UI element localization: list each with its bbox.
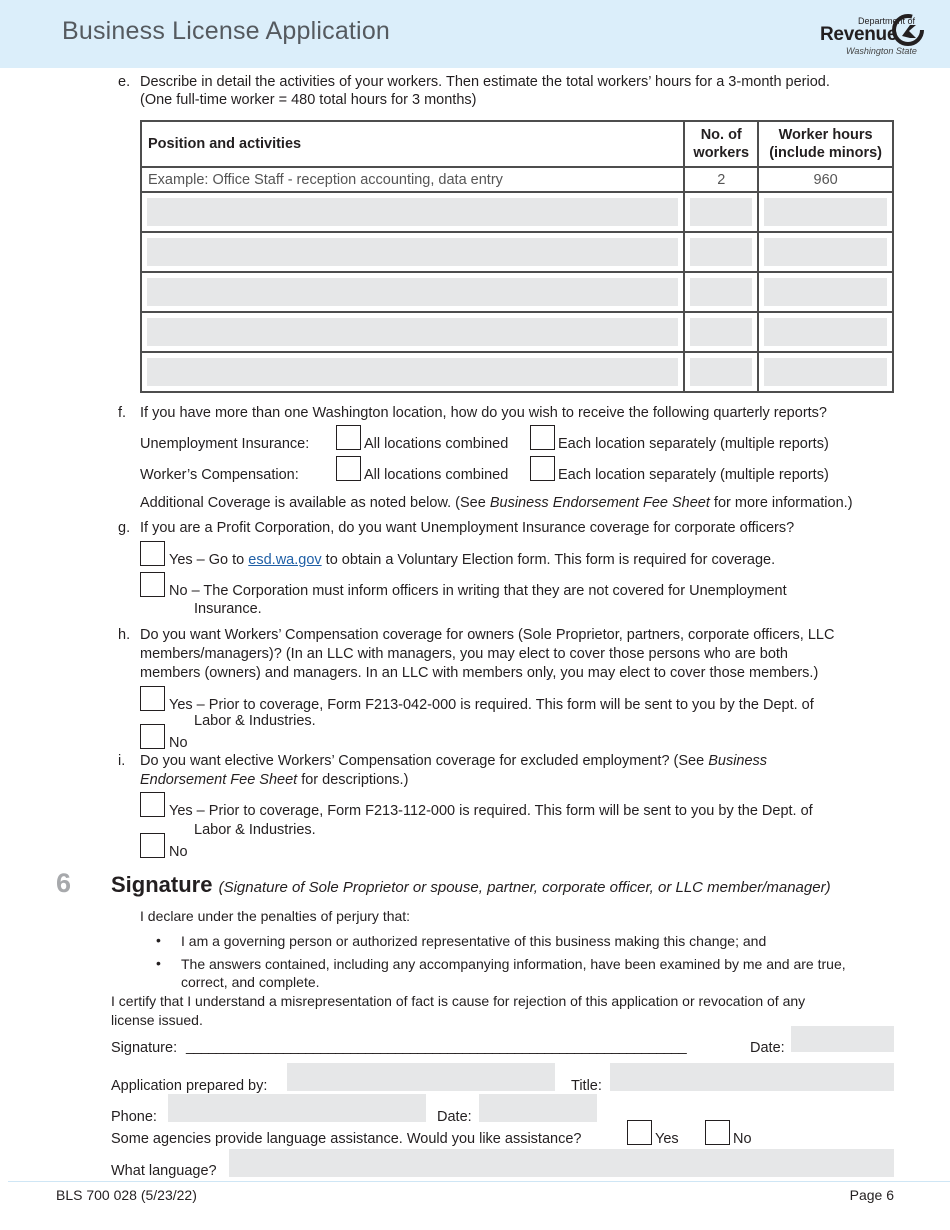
col-header-hours-l2: (include minors) [769, 145, 882, 161]
date2-label: Date: [437, 1109, 472, 1125]
declare-text: I declare under the penalties of perjury that: [140, 908, 411, 924]
signature-date-input[interactable] [791, 1026, 894, 1052]
logo-revenue-text: Revenue [820, 24, 898, 45]
position-input[interactable] [147, 198, 678, 226]
g-yes-text: Yes – Go to [169, 552, 249, 568]
g-yes-checkbox[interactable] [140, 541, 165, 566]
item-i-text: Do you want elective Workers’ Compensation coverage for excluded employment? (See [140, 753, 709, 769]
fee-sheet-ref: Business Endorsement Fee Sheet [489, 495, 710, 511]
fee-sheet-ref-b: Endorsement Fee Sheet [140, 772, 298, 788]
example-workers: 2 [684, 167, 758, 192]
example-hours: 960 [758, 167, 893, 192]
workers-input[interactable] [690, 318, 752, 346]
item-h-text-2: members/managers)? (In an LLC with managers, you may elect to cover those persons who are both [140, 646, 788, 662]
h-yes-label-1: Yes – Prior to coverage, Form F213-042-000 is required. This form will be sent to you by the Dept. of [169, 697, 814, 713]
hours-input[interactable] [764, 318, 887, 346]
phone-input[interactable] [168, 1094, 426, 1122]
table-header-row [141, 121, 893, 167]
item-i-text-end: for descriptions.) [297, 772, 409, 788]
g-yes-text-end: to obtain a Voluntary Election form. This form is required for coverage. [321, 552, 776, 568]
table-row [141, 192, 893, 232]
section-title [111, 872, 831, 898]
section-number: 6 [56, 868, 72, 898]
i-no-label: No [169, 844, 188, 860]
workers-input[interactable] [690, 278, 752, 306]
signature-subtitle: (Signature of Sole Proprietor or spouse, partner, corporate officer, or LLC member/manager) [218, 879, 831, 896]
esd-link[interactable]: esd.wa.gov [248, 552, 322, 568]
signature-label: Signature: [111, 1040, 178, 1056]
i-yes-label-2: Labor & Industries. [194, 822, 316, 838]
item-h-letter: h. [118, 627, 131, 643]
page-number: Page 6 [849, 1187, 894, 1203]
title-input[interactable] [610, 1063, 894, 1091]
note-text-end: for more information.) [709, 495, 853, 511]
example-position: Example: Office Staff - reception accounting, data entry [141, 167, 684, 192]
note-text: Additional Coverage is available as noted below. (See [140, 495, 490, 511]
certify-line-1: I certify that I understand a misrepresentation of fact is cause for rejection of this application or revocation of any [111, 993, 806, 1009]
item-e-text-1: Describe in detail the activities of your workers. Then estimate the total workers’ hours for a 3-month period. [140, 74, 830, 90]
language-input[interactable] [229, 1149, 894, 1177]
item-i-text-1 [140, 752, 767, 770]
item-e-text-2: (One full-time worker = 480 total hours for 3 months) [140, 92, 477, 108]
item-i-letter: i. [118, 753, 126, 769]
g-no-label-1: No – The Corporation must inform officers in writing that they are not covered for Unemployment [169, 583, 787, 599]
ui-combined-label: All locations combined [364, 436, 509, 452]
bullet-2-line-2: correct, and complete. [181, 974, 320, 990]
col-header-hours [758, 121, 893, 167]
hours-input[interactable] [764, 278, 887, 306]
position-input[interactable] [147, 278, 678, 306]
date-label: Date: [750, 1040, 785, 1056]
workers-input[interactable] [690, 238, 752, 266]
item-e-letter: e. [118, 74, 131, 90]
i-yes-label-1: Yes – Prior to coverage, Form F213-112-000 is required. This form will be sent to you by the Dept. of [169, 803, 813, 819]
workers-input[interactable] [690, 198, 752, 226]
signature-line[interactable]: ___________________________________________________________________ [186, 1039, 687, 1055]
h-yes-label-2: Labor & Industries. [194, 713, 316, 729]
i-yes-checkbox[interactable] [140, 792, 165, 817]
prepared-by-label: Application prepared by: [111, 1078, 268, 1094]
position-input[interactable] [147, 358, 678, 386]
col-header-workers-l2: workers [693, 145, 750, 161]
example-row [141, 167, 893, 192]
dor-logo [818, 13, 928, 59]
page-header [0, 0, 950, 68]
page-title: Business License Application [62, 17, 391, 45]
assistance-question: Some agencies provide language assistance. Would you like assistance? [111, 1131, 582, 1147]
bullet-2-line-1: The answers contained, including any accompanying information, have been examined by me and are true, [181, 956, 846, 972]
additional-coverage-note [140, 494, 853, 512]
g-no-checkbox[interactable] [140, 572, 165, 597]
hours-input[interactable] [764, 238, 887, 266]
h-no-checkbox[interactable] [140, 724, 165, 749]
ui-combined-checkbox[interactable] [336, 425, 361, 450]
hours-input[interactable] [764, 358, 887, 386]
bullet-icon: • [156, 955, 161, 971]
revenue-swoosh-icon [892, 14, 924, 46]
wc-separate-label: Each location separately (multiple reports) [558, 467, 829, 483]
language-label: What language? [111, 1163, 217, 1179]
form-id: BLS 700 028 (5/23/22) [56, 1187, 197, 1203]
bullet-icon: • [156, 932, 161, 948]
fee-sheet-ref-a: Business [708, 753, 768, 769]
col-header-workers [684, 121, 758, 167]
h-yes-checkbox[interactable] [140, 686, 165, 711]
g-no-label-2: Insurance. [194, 601, 262, 617]
col-header-position: Position and activities [141, 121, 684, 167]
item-g-question: If you are a Profit Corporation, do you want Unemployment Insurance coverage for corporate officers? [140, 520, 795, 536]
table-row [141, 352, 893, 392]
h-no-label: No [169, 735, 188, 751]
table-row [141, 312, 893, 352]
item-g-letter: g. [118, 520, 131, 536]
item-h-text-3: members (owners) and managers. In an LLC with members only, you may elect to cover those members.) [140, 665, 819, 681]
assistance-yes-checkbox[interactable] [627, 1120, 652, 1145]
assistance-no-checkbox[interactable] [705, 1120, 730, 1145]
table-row [141, 272, 893, 312]
logo-department-text: Department of [858, 16, 916, 26]
col-header-workers-l1: No. of [700, 127, 742, 143]
prepared-by-input[interactable] [287, 1063, 555, 1091]
signature-heading: Signature [111, 872, 213, 897]
workers-table [140, 120, 894, 393]
logo-state-text: Washington State [846, 46, 917, 56]
ui-separate-label: Each location separately (multiple reports) [558, 436, 829, 452]
g-yes-label [169, 551, 775, 569]
wc-label: Worker’s Compensation: [140, 467, 299, 483]
title-label: Title: [571, 1078, 602, 1094]
position-input[interactable] [147, 238, 678, 266]
prepared-date-input[interactable] [479, 1094, 597, 1122]
col-header-hours-l1: Worker hours [778, 127, 873, 143]
ui-separate-checkbox[interactable] [530, 425, 555, 450]
phone-label: Phone: [111, 1109, 157, 1125]
wc-combined-checkbox[interactable] [336, 456, 361, 481]
table-row [141, 232, 893, 272]
item-h-text-1: Do you want Workers’ Compensation coverage for owners (Sole Proprietor, partners, corporate officers, LLC [140, 627, 835, 643]
position-input[interactable] [147, 318, 678, 346]
certify-line-2: license issued. [111, 1012, 203, 1028]
wc-separate-checkbox[interactable] [530, 456, 555, 481]
assistance-no-label: No [733, 1131, 752, 1147]
i-no-checkbox[interactable] [140, 833, 165, 858]
item-f-question: If you have more than one Washington location, how do you wish to receive the following quarterly reports? [140, 405, 827, 421]
item-f-letter: f. [118, 405, 127, 421]
item-i-text-2 [140, 771, 408, 789]
wc-combined-label: All locations combined [364, 467, 509, 483]
hours-input[interactable] [764, 198, 887, 226]
assistance-yes-label: Yes [655, 1131, 679, 1147]
workers-input[interactable] [690, 358, 752, 386]
footer-divider [8, 1181, 950, 1182]
bullet-1: I am a governing person or authorized representative of this business making this change; and [181, 933, 767, 949]
ui-label: Unemployment Insurance: [140, 436, 310, 452]
